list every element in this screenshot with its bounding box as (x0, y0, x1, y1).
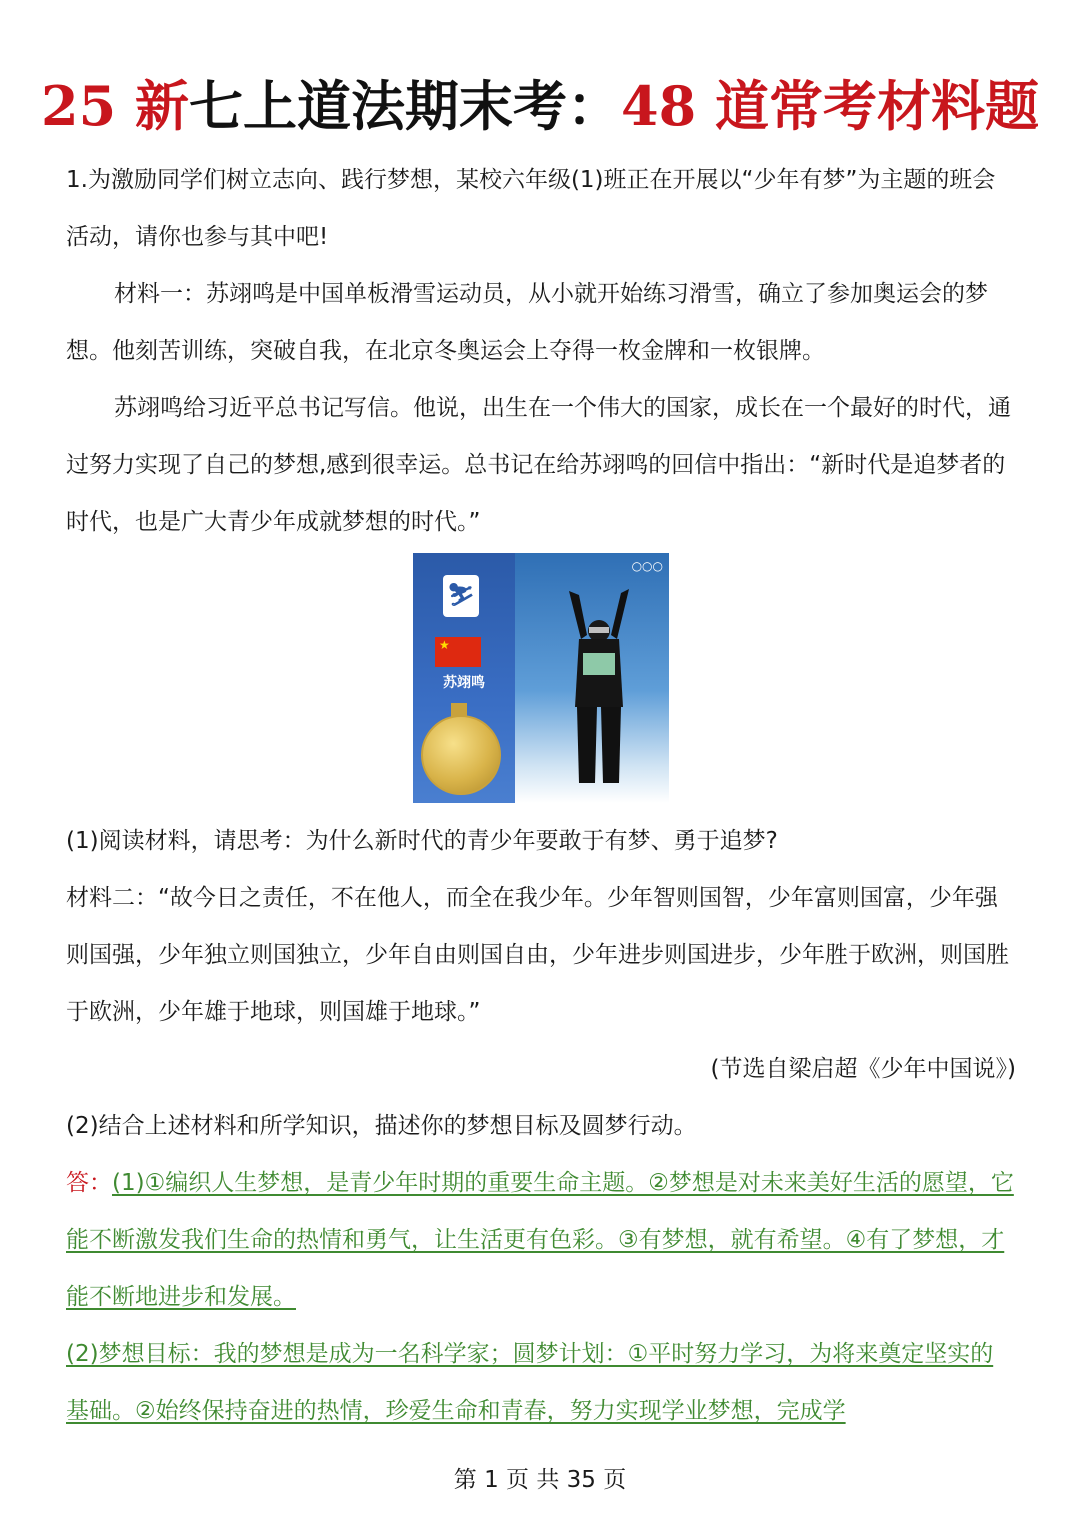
material-two: 材料二：“故今日之责任，不在他人，而全在我少年。少年智则国智，少年富则国富，少年强则国强，少年独立则国独立，少年自由则国自由，少年进步则国进步，少年胜于欧洲，则国胜于欧洲，少年雄于地球，则国雄于地球。” (66, 885, 1009, 1025)
document-body (66, 152, 1016, 1440)
material-one-paragraph-2: 苏翊鸣给习近平总书记写信。他说，出生在一个伟大的国家，成长在一个最好的时代，通过努力实现了自己的梦想,感到很幸运。总书记在给苏翊鸣的回信中指出：“新时代是追梦者的时代，也是广大青少年成就梦想的时代。” (66, 395, 1011, 535)
answer-1: (1)①编织人生梦想，是青少年时期的重要生命主题。②梦想是对未来美好生活的愿望，它能不断激发我们生命的热情和勇气，让生活更有色彩。③有梦想，就有希望。④有了梦想，才能不断地进步和发展。 (66, 1170, 1014, 1310)
question-2: (2)结合上述材料和所学知识，描述你的梦想目标及圆梦行动。 (66, 1113, 697, 1139)
china-flag-icon: ★ (435, 637, 481, 667)
answer-1-paragraph (66, 1155, 1016, 1326)
title-part-black: 七上道法期末考： (189, 74, 621, 138)
olympic-rings-icon: ○○○ (631, 559, 663, 573)
athlete-name-label: 苏翊鸣 (443, 675, 485, 691)
athlete-photo (413, 553, 669, 803)
page-number: 第 1 页 共 35 页 (453, 1467, 627, 1493)
title-part-red-1: 25 新 (41, 74, 189, 138)
material-two-source: (节选自梁启超《少年中国说》) (710, 1056, 1016, 1082)
page-title (0, 68, 1080, 144)
gold-medal-icon (421, 715, 501, 795)
answer-label: 答： (66, 1170, 112, 1196)
question-intro: 1.为激励同学们树立志向、践行梦想，某校六年级(1)班正在开展以“少年有梦”为主题的班会活动，请你也参与其中吧! (66, 167, 996, 250)
snowboard-logo-icon: ⛷ (443, 575, 479, 617)
photo-container (66, 551, 1016, 813)
photo-right-panel (515, 553, 669, 803)
answer-2: (2)梦想目标：我的梦想是成为一名科学家；圆梦计划：①平时努力学习，为将来奠定坚实的基础。②始终保持奋进的热情，珍爱生命和青春，努力实现学业梦想，完成学 (66, 1341, 994, 1424)
question-1: (1)阅读材料，请思考：为什么新时代的青少年要敢于有梦、勇于追梦? (66, 828, 778, 854)
answer-2-paragraph (66, 1326, 1016, 1440)
athlete-figure (561, 587, 637, 787)
material-one-paragraph-1: 材料一：苏翊鸣是中国单板滑雪运动员，从小就开始练习滑雪，确立了参加奥运会的梦想。他刻苦训练，突破自我，在北京冬奥运会上夺得一枚金牌和一枚银牌。 (66, 281, 988, 364)
title-part-red-2: 48 道常考材料题 (621, 74, 1039, 138)
photo-left-panel (413, 553, 515, 803)
